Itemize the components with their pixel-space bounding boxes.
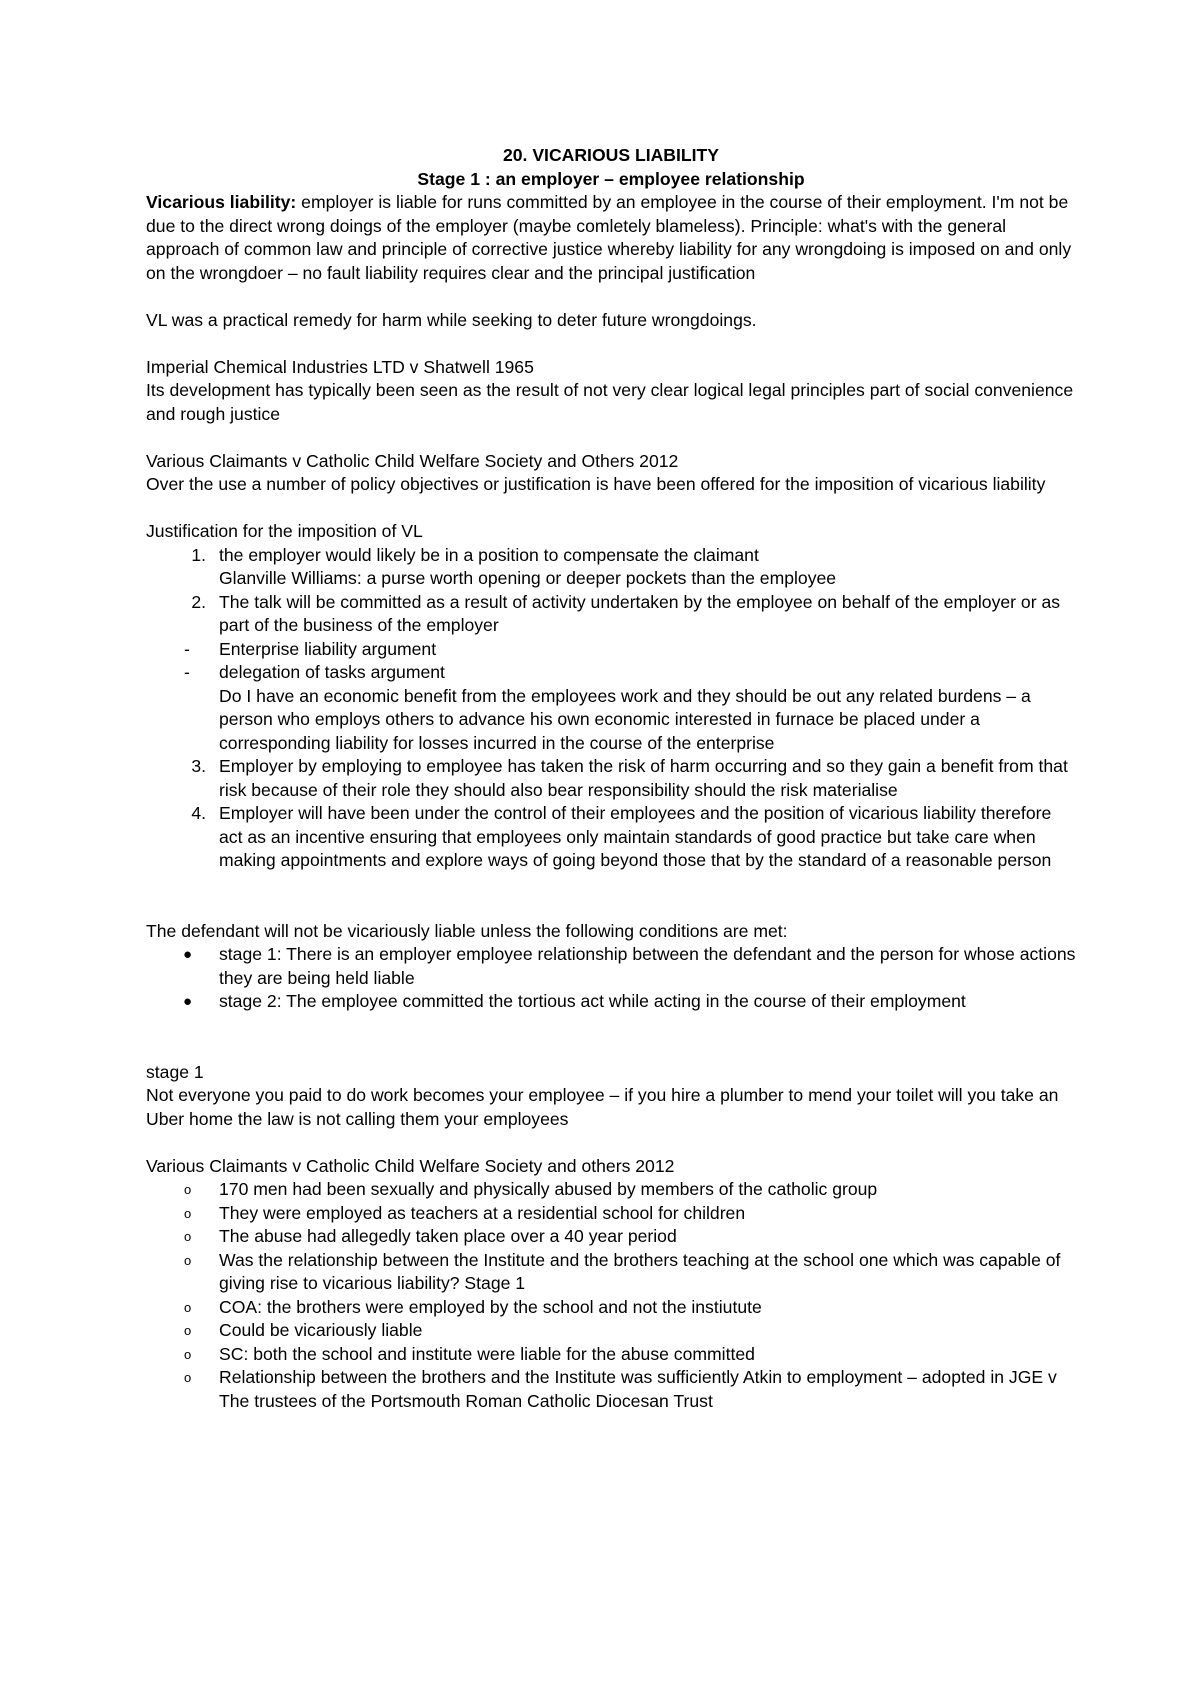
case-name: Various Claimants v Catholic Child Welfare Society and others 2012 xyxy=(146,1155,675,1176)
conditions-intro: The defendant will not be vicariously liable unless the following conditions are met: xyxy=(146,920,788,941)
document-title: 20. VICARIOUS LIABILITY xyxy=(502,145,720,165)
list-marker: 4. xyxy=(191,803,206,823)
circle-bullet-icon: o xyxy=(184,1370,192,1385)
list-item: o Could be vicariously liable xyxy=(146,1319,1076,1343)
circle-bullet-icon: o xyxy=(184,1323,192,1338)
intro-paragraph xyxy=(146,191,1076,285)
justification-heading: Justification for the imposition of VL xyxy=(146,521,423,541)
conditions-list xyxy=(146,943,1076,1014)
list-item: - Enterprise liability argument xyxy=(146,638,1076,662)
circle-bullet-icon: o xyxy=(184,1346,192,1362)
list-item: ● stage 2: The employee committed the tortious act while acting in the course of their employment xyxy=(146,990,1076,1014)
circle-bullet-icon: o xyxy=(184,1205,192,1221)
circle-bullet-icon: o xyxy=(184,1299,192,1315)
case-text: Over the use a number of policy objectives or justification is have been offered for the imposition of vicarious liability xyxy=(146,474,1046,494)
list-item: 1. the employer would likely be in a position to compensate the claimant xyxy=(146,544,1076,568)
list-item: ● stage 1: There is an employer employee relationship between the defendant and the person for whose actions they are being held liable xyxy=(183,944,1076,988)
list-marker: 3. xyxy=(191,756,206,776)
list-item: o SC: both the school and institute were liable for the abuse committed xyxy=(146,1343,1076,1367)
bullet-icon: ● xyxy=(183,993,193,1010)
list-item: o Was the relationship between the Institute and the brothers teaching at the school one which was capable of giving rise to vicarious liability? Stage 1 xyxy=(184,1249,1061,1293)
list-item-continuation: Glanville Williams: a purse worth opening or deeper pockets than the employee xyxy=(219,568,837,588)
document-subtitle: Stage 1 : an employer – employee relationship xyxy=(417,168,805,189)
list-item: - delegation of tasks argument xyxy=(146,661,1076,685)
list-marker: 1. xyxy=(191,544,206,565)
circle-bullet-icon: o xyxy=(184,1229,192,1244)
circle-bullet-icon: o xyxy=(184,1252,192,1268)
circle-bullet-icon: o xyxy=(184,1182,192,1197)
case-name: Imperial Chemical Industries LTD v Shatwell 1965 xyxy=(146,356,534,377)
stage1-text: Not everyone you paid to do work becomes your employee – if you hire a plumber to mend your toilet will you take an Uber home the law is not calling them your employees xyxy=(146,1085,1059,1129)
stage1-heading: stage 1 xyxy=(146,1061,204,1082)
intro-text: employer is liable for runs committed by an employee in the course of their employment. I'm not be due to the direct wrong doings of the employer (maybe comletely blameless). Principle: what's with the general approach of common law and principle of corrective justice whereby liability for any wrongdoing is imposed on and only on the wrongdoer – no fault liability requires clear and the principal justification xyxy=(146,192,1072,283)
list-item: 3. Employer by employing to employee has taken the risk of harm occurring and so they gain a benefit from that risk because of their role they should also bear responsibility should the risk materialise xyxy=(146,755,1076,802)
list-item: o 170 men had been sexually and physically abused by members of the catholic group xyxy=(146,1178,1076,1202)
vl-paragraph: VL was a practical remedy for harm while seeking to deter future wrongdoings. xyxy=(146,309,757,330)
list-item: o COA: the brothers were employed by the school and not the instiutute xyxy=(146,1296,1076,1320)
list-item: 4. Employer will have been under the control of their employees and the position of vicarious liability therefore act as an incentive ensuring that employees only maintain standards of good practice but take care when making appointments and explore ways of going beyond those that by the standard of a reasonable person xyxy=(146,802,1076,873)
case-name: Various Claimants v Catholic Child Welfare Society and Others 2012 xyxy=(146,450,679,471)
list-item: 2. The talk will be committed as a result of activity undertaken by the employee on behalf of the employer or as part of the business of the employer xyxy=(146,591,1076,638)
case-facts-list xyxy=(146,1178,1076,1413)
bullet-icon: ● xyxy=(183,946,193,963)
document-page xyxy=(146,144,1076,1413)
dash-marker: - xyxy=(184,638,190,659)
dash-marker: - xyxy=(184,662,190,682)
list-item: o They were employed as teachers at a residential school for children xyxy=(146,1202,1076,1226)
case-text: Its development has typically been seen as the result of not very clear logical legal principles part of social convenience and rough justice xyxy=(146,380,1074,424)
list-marker: 2. xyxy=(191,591,206,612)
list-item: o The abuse had allegedly taken place over a 40 year period xyxy=(146,1225,1076,1249)
justification-list xyxy=(146,544,1076,873)
list-item-continuation: Do I have an economic benefit from the employees work and they should be out any related burdens – a person who employs others to advance his own economic interested in furnace be placed under a corresponding liability for losses incurred in the course of the enterprise xyxy=(219,685,1031,753)
intro-term: Vicarious liability: xyxy=(146,192,297,212)
list-item: o Relationship between the brothers and the Institute was sufficiently Atkin to employment – adopted in JGE v The trustees of the Portsmouth Roman Catholic Diocesan Trust xyxy=(184,1367,1057,1411)
